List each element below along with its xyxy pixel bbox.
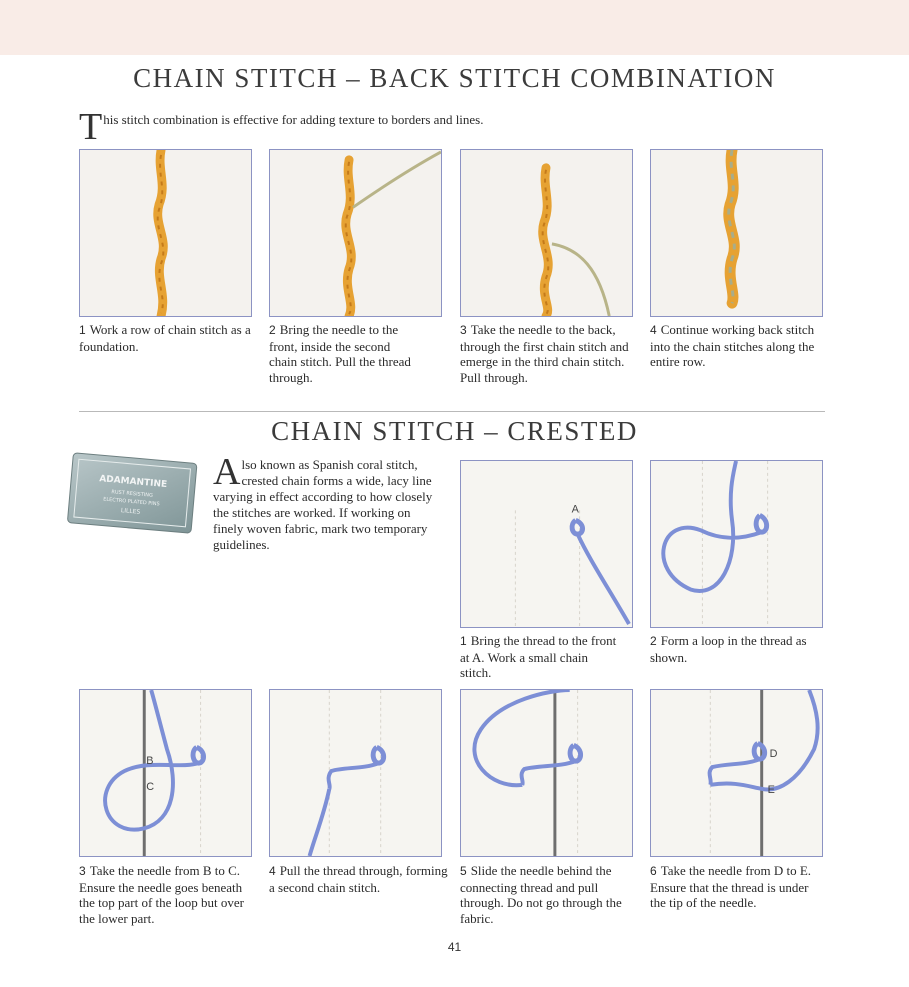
- needle-d-to-e-image: [651, 690, 822, 856]
- section-title-crested: CHAIN STITCH – CRESTED: [271, 416, 638, 446]
- second-chain-stitch-image: [270, 690, 441, 856]
- chain-stitch-with-needle-thread: [270, 150, 441, 316]
- chain-stitch-image: [80, 150, 251, 316]
- section-title-backstitch-combo: CHAIN STITCH – BACK STITCH COMBINATION: [133, 63, 776, 93]
- step-photo-4: [650, 149, 823, 317]
- step-caption-1: 1 Work a row of chain stitch as a foundation.: [79, 322, 251, 354]
- crested-step-photo-3: [79, 689, 252, 857]
- svg-text:RUST RESISTING: RUST RESISTING: [111, 489, 154, 499]
- svg-text:ADAMANTINE: ADAMANTINE: [98, 474, 168, 490]
- intro-text: his stitch combination is effective for adding texture to borders and lines.: [103, 112, 484, 127]
- step-photo-2: [269, 149, 442, 317]
- drop-cap: T: [79, 106, 103, 148]
- label-d: D: [769, 748, 778, 761]
- intro-paragraph-1: [79, 106, 679, 148]
- step-caption-4: 4 Continue working back stitch into the chain stitches along the entire row.: [650, 322, 815, 369]
- crested-caption-5: 5 Slide the needle behind the connecting thread and pull through. Do not go through the fabric.: [460, 863, 622, 926]
- step-caption-3: 3 Take the needle to the back, through the first chain stitch and emerge in the third chain stitch. Pull through.: [460, 322, 629, 385]
- page-number: 41: [447, 940, 462, 954]
- crested-step-photo-4: [269, 689, 442, 857]
- crested-step-photo-6: [650, 689, 823, 857]
- intro-paragraph-2: [213, 451, 440, 553]
- section-divider: [79, 411, 825, 412]
- label-a: A: [571, 503, 579, 516]
- svg-text:LILLES: LILLES: [120, 507, 141, 516]
- crested-caption-3: 3 Take the needle from B to C. Ensure the needle goes beneath the top part of the loop but over the lower part.: [79, 863, 244, 926]
- needle-b-to-c-image: [80, 690, 251, 856]
- svg-text:ELECTRO PLATED PINS: ELECTRO PLATED PINS: [102, 496, 160, 508]
- pin-packet-image: [62, 450, 202, 540]
- step-photo-3: [460, 149, 633, 317]
- needle-behind-connecting-thread-image: [461, 690, 632, 856]
- label-e: E: [767, 783, 775, 796]
- crested-caption-2: 2 Form a loop in the thread as shown.: [650, 633, 807, 665]
- crested-step-photo-2: [650, 460, 823, 628]
- top-color-band: [0, 0, 909, 55]
- small-chain-stitch-at-a-image: [461, 461, 632, 627]
- drop-cap: A: [213, 451, 241, 493]
- backstitch-through-chain-image: [461, 150, 632, 316]
- step-caption-2: 2 Bring the needle to the front, inside the second chain stitch. Pull the thread through.: [269, 322, 411, 385]
- crested-caption-4: 4 Pull the thread through, forming a second chain stitch.: [269, 863, 448, 895]
- crested-step-photo-1: [460, 460, 633, 628]
- completed-backstitch-row-image: [651, 150, 822, 316]
- crested-step-photo-5: [460, 689, 633, 857]
- loop-in-thread-image: [651, 461, 822, 627]
- crested-caption-1: 1 Bring the thread to the front at A. Work a small chain stitch.: [460, 633, 617, 680]
- crested-caption-6: 6 Take the needle from D to E. Ensure that the thread is under the tip of the needle.: [650, 863, 812, 910]
- intro-text: lso known as Spanish coral stitch, crested chain forms a wide, lacy line varying in effect according to how closely the stitches are worked. If working on finely woven fabric, mark two temporary guidelines.: [213, 457, 433, 552]
- label-b: B: [146, 755, 154, 768]
- step-photo-1: [79, 149, 252, 317]
- label-c: C: [146, 780, 155, 793]
